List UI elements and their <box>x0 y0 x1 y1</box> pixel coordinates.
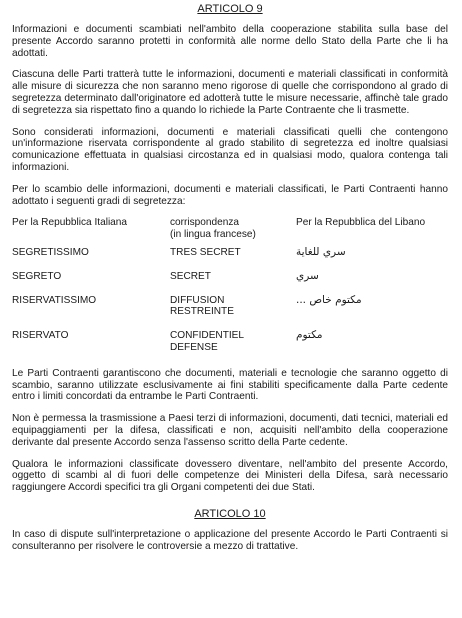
article-10-heading: ARTICOLO 10 <box>194 507 266 520</box>
grade-italian: RISERVATISSIMO <box>12 294 97 306</box>
grade-french: CONFIDENTIEL DEFENSE <box>170 330 245 353</box>
grade-french: TRES SECRET <box>170 246 241 258</box>
grade-arabic: سري للغاية <box>296 245 346 258</box>
article-9-heading: ARTICOLO 9 <box>197 3 263 15</box>
article-10-paragraph-1: In caso di dispute sull'interpretazione o applicazione del presente Accordo le Parti Contraenti si consulteranno per risolvere le controversie a mezzo di trattative. <box>12 528 448 552</box>
grade-arabic: مكتوم <box>296 329 323 342</box>
grades-header-italian: Per la Repubblica Italiana <box>12 217 128 229</box>
article-9-paragraph-1: Informazioni e documenti scambiati nell'ambito della cooperazione stabilita sulla base del presente Accordo saranno protetti in conformità alle norme dello Stato della Parte che li ha adottati. <box>12 24 448 59</box>
grade-italian: SEGRETO <box>12 270 62 282</box>
classification-grades-table <box>12 217 448 353</box>
article-9-paragraph-7: Qualora le informazioni classificate dovessero diventare, nell'ambito del presente Accordo, oggetto di scambi al di fuori delle competenze dei Ministeri della Difesa, sarà necessario raggiungere Accordi specifici tra gli Organi competenti dei due Stati. <box>12 458 448 494</box>
grades-row <box>12 271 448 283</box>
grade-italian: SEGRETISSIMO <box>12 246 89 258</box>
grade-arabic: سري <box>296 269 319 282</box>
grades-header-row <box>12 217 448 241</box>
grade-french: SECRET <box>170 270 211 282</box>
grades-row <box>12 295 448 319</box>
grades-row <box>12 247 448 259</box>
grades-header-lebanon: Per la Repubblica del Libano <box>296 217 426 229</box>
grades-header-french: corrispondenza (in lingua francese) <box>170 217 256 241</box>
grades-row <box>12 330 448 354</box>
grade-arabic: مكتوم خاص ... <box>296 293 362 306</box>
article-9-paragraph-3: Sono considerati informazioni, documenti e materiali classificati quelli che contengono un'informazione riservata corrispondente al grado stabilito di segretezza ed inoltre qualsiasi comunicazione effettuata in qualsiasi circostanza ed in qualsiasi modo, qualora contenga tali informazioni. <box>12 126 448 173</box>
article-9-paragraph-4: Per lo scambio delle informazioni, documenti e materiali classificati, le Parti Contraenti hanno adottato i seguenti gradi di segretezza: <box>12 183 448 207</box>
grade-french: DIFFUSION RESTREINTE <box>170 294 234 318</box>
grade-italian: RISERVATO <box>12 330 69 342</box>
article-9-paragraph-6: Non è permessa la trasmissione a Paesi terzi di informazioni, documenti, dati tecnici, materiali ed equipaggiamenti per la difesa, classificati e non, acquisiti nell'ambito della cooperazione derivante dal presente Accordo senza l'assenso scritto della Parte cedente. <box>12 413 448 448</box>
article-9-paragraph-2: Ciascuna delle Parti tratterà tutte le informazioni, documenti e materiali classificati in conformità alle misure di sicurezza che non saranno meno rigorose di quelle che corrispondono al grado di segretezza determinato dall'originatore ed adotterà tutte le misure necessarie, affinchè tale grado di segretezza sia rispettato fino a quando lo richiede la Parte Contraente che li trasmette. <box>12 69 448 116</box>
article-9-paragraph-5: Le Parti Contraenti garantiscono che documenti, materiali e tecnologie che saranno oggetto di scambio, saranno utilizzate esclusivamente ai fini stabiliti specificamente dalla Parte cedente entro i limiti concordati da entrambe le Parti Contraenti. <box>12 367 448 403</box>
